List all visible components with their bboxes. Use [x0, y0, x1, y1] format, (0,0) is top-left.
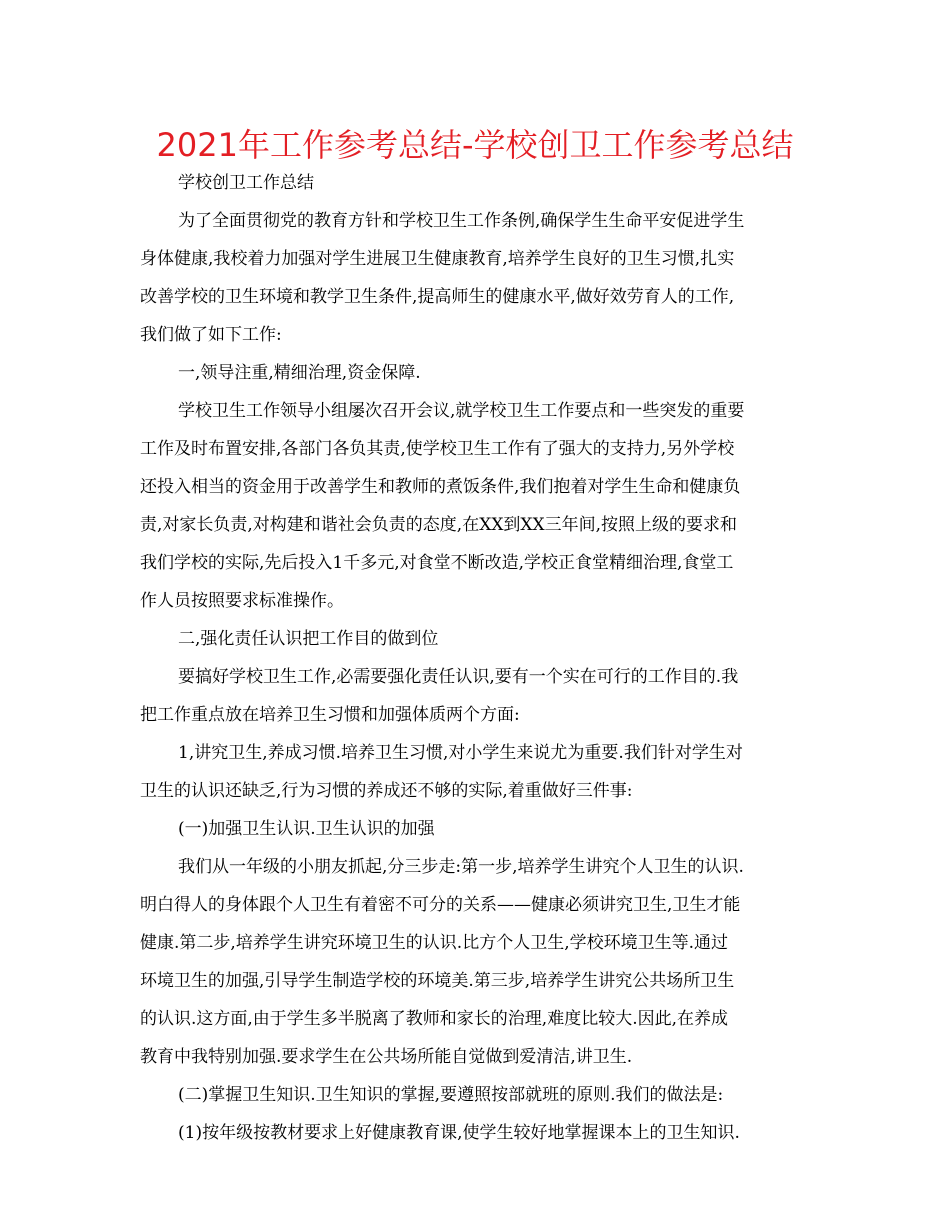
text-line: 要搞好学校卫生工作,必需要强化责任认识,要有一个实在可行的工作目的.我 — [178, 667, 739, 687]
text-line: 卫生的认识还缺乏,行为习惯的养成还不够的实际,着重做好三件事: — [140, 781, 633, 801]
text-line: 二,强化责任认识把工作目的做到位 — [178, 629, 439, 649]
text-line: 健康.第二步,培养学生讲究环境卫生的认识.比方个人卫生,学校环境卫生等.通过 — [140, 933, 729, 953]
text-line: 身体健康,我校着力加强对学生进展卫生健康教育,培养学生良好的卫生习惯,扎实 — [140, 249, 735, 269]
text-line: 我们做了如下工作: — [140, 325, 282, 345]
text-line: (1)按年级按教材要求上好健康教育课,使学生较好地掌握课本上的卫生知识. — [178, 1123, 740, 1143]
text-line: 把工作重点放在培养卫生习惯和加强体质两个方面: — [140, 705, 520, 725]
text-line: 责,对家长负责,对构建和谐社会负责的态度,在XX到XX三年间,按照上级的要求和 — [140, 515, 738, 535]
text-line: 教育中我特别加强.要求学生在公共场所能自觉做到爱清洁,讲卫生. — [140, 1047, 633, 1067]
text-line: 学校创卫工作总结 — [178, 173, 314, 193]
text-line: 环境卫生的加强,引导学生制造学校的环境美.第三步,培养学生讲究公共场所卫生 — [140, 971, 735, 991]
text-line: 为了全面贯彻党的教育方针和学校卫生工作条例,确保学生生命平安促进学生 — [178, 211, 745, 231]
text-line: 改善学校的卫生环境和教学卫生条件,提高师生的健康水平,做好效劳育人的工作, — [140, 287, 735, 307]
text-line: 1,讲究卫生,养成习惯.培养卫生习惯,对小学生来说尤为重要.我们针对学生对 — [178, 743, 743, 763]
document-title: 2021年工作参考总结-学校创卫工作参考总结 — [156, 126, 794, 164]
text-line: 我们学校的实际,先后投入1千多元,对食堂不断改造,学校正食堂精细治理,食堂工 — [140, 553, 734, 573]
text-line: 明白得人的身体跟个人卫生有着密不可分的关系——健康必须讲究卫生,卫生才能 — [140, 895, 741, 915]
text-line: 的认识.这方面,由于学生多半脱离了教师和家长的治理,难度比较大.因此,在养成 — [140, 1009, 729, 1029]
text-line: 我们从一年级的小朋友抓起,分三步走:第一步,培养学生讲究个人卫生的认识. — [178, 857, 744, 877]
text-line: 作人员按照要求标准操作。 — [140, 591, 344, 611]
text-line: (一)加强卫生认识.卫生认识的加强 — [178, 819, 435, 839]
text-line: 学校卫生工作领导小组屡次召开会议,就学校卫生工作要点和一些突发的重要 — [178, 401, 745, 421]
text-line: 工作及时布置安排,各部门各负其责,使学校卫生工作有了强大的支持力,另外学校 — [140, 439, 735, 459]
text-line: 一,领导注重,精细治理,资金保障. — [178, 363, 421, 383]
text-line: (二)掌握卫生知识.卫生知识的掌握,要遵照按部就班的原则.我们的做法是: — [178, 1085, 724, 1105]
text-line: 还投入相当的资金用于改善学生和教师的煮饭条件,我们抱着对学生生命和健康负 — [140, 477, 741, 497]
document-body — [140, 164, 810, 1152]
